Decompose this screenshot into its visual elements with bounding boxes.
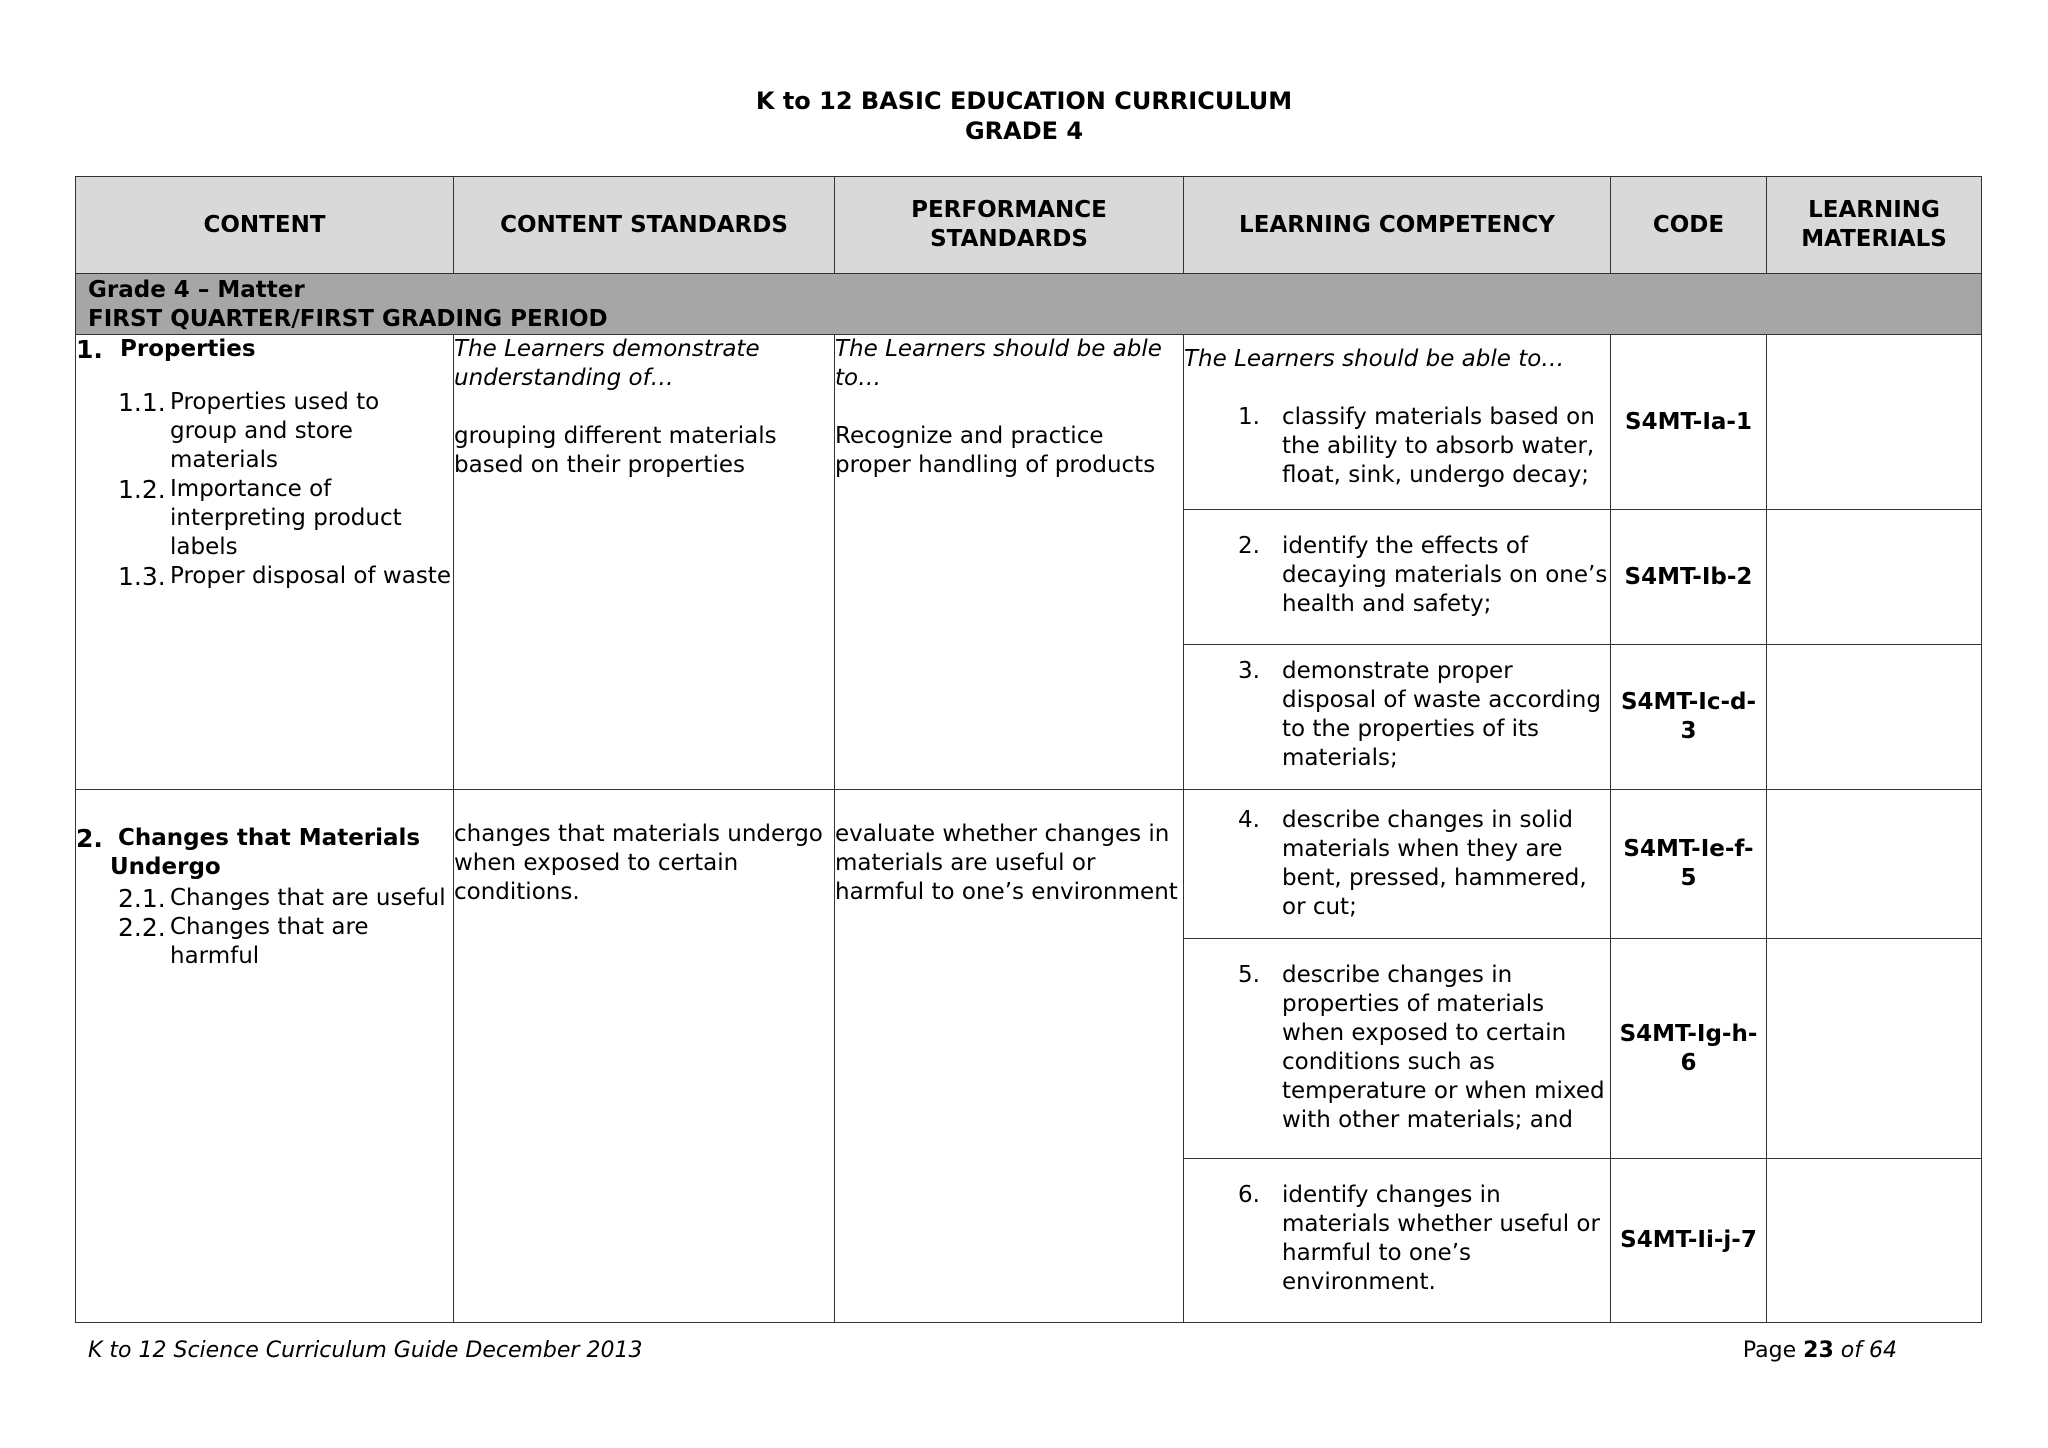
header-learning-materials: LEARNING MATERIALS bbox=[1767, 177, 1982, 274]
competency-cell bbox=[1184, 645, 1611, 790]
competency-item: 3. demonstrate proper disposal of waste according to the properties of its materials; bbox=[1238, 658, 1601, 771]
page-current: 23 bbox=[1803, 1338, 1834, 1363]
learning-materials-cell bbox=[1767, 939, 1982, 1159]
learning-materials-cell bbox=[1767, 335, 1982, 510]
content-standard-intro: The Learners demonstrate understanding of… bbox=[454, 336, 760, 391]
topic-2-label-line-2: Undergo bbox=[110, 854, 221, 880]
table-row bbox=[76, 790, 1982, 939]
header-content-standards: CONTENT STANDARDS bbox=[454, 177, 835, 274]
header-row bbox=[76, 177, 1982, 274]
learning-materials-cell bbox=[1767, 790, 1982, 939]
learning-materials-cell bbox=[1767, 510, 1982, 645]
code-cell: S4MT-Ig-h-6 bbox=[1611, 939, 1767, 1159]
title-line-1: K to 12 BASIC EDUCATION CURRICULUM bbox=[755, 87, 1293, 115]
topic-2-performance-standard-cell bbox=[835, 790, 1184, 1323]
competency-item: 1. classify materials based on the ability to absorb water, float, sink, undergo decay; bbox=[1238, 404, 1595, 488]
competency-intro: The Learners should be able to… bbox=[1184, 346, 1565, 372]
topic-2-title-cont bbox=[76, 853, 453, 882]
list-item: 1.2. Importance of interpreting product labels bbox=[118, 475, 402, 560]
topic-2-number: 2. bbox=[76, 824, 103, 853]
competency-item: 2. identify the effects of decaying materials on one’s health and safety; bbox=[1238, 533, 1608, 617]
competency-cell bbox=[1184, 790, 1611, 939]
code-cell: S4MT-Ib-2 bbox=[1611, 510, 1767, 645]
grade-label: Grade 4 – Matter bbox=[88, 277, 305, 303]
performance-standard-intro: The Learners should be able to… bbox=[835, 336, 1162, 391]
period-label: FIRST QUARTER/FIRST GRADING PERIOD bbox=[88, 306, 608, 332]
title-line-2: GRADE 4 bbox=[964, 117, 1084, 145]
competency-item: 5. describe changes in properties of materials when exposed to certain conditions such as temperature or when mixed with other materials; and bbox=[1238, 962, 1605, 1133]
code-cell: S4MT-Ie-f-5 bbox=[1611, 790, 1767, 939]
topic-2-title bbox=[76, 824, 453, 853]
page-label: Page bbox=[1742, 1338, 1797, 1363]
competency-cell bbox=[1184, 510, 1611, 645]
topic-1-number: 1. bbox=[76, 335, 103, 364]
grade-section-row bbox=[76, 274, 1982, 335]
competency-cell bbox=[1184, 335, 1611, 510]
competency-cell bbox=[1184, 1159, 1611, 1323]
competency-cell bbox=[1184, 939, 1611, 1159]
learning-materials-cell bbox=[1767, 1159, 1982, 1323]
header-code: CODE bbox=[1611, 177, 1767, 274]
footer-page-number bbox=[1743, 1338, 1897, 1363]
list-item: 1.3. Proper disposal of waste bbox=[118, 562, 451, 591]
performance-standard-text: Recognize and practice proper handling of products bbox=[835, 423, 1156, 478]
topic-1-performance-standard-cell bbox=[835, 335, 1184, 790]
content-standard-text: grouping different materials based on their properties bbox=[454, 423, 777, 478]
topic-2-label-line-1: Changes that Materials bbox=[118, 825, 421, 851]
topic-1-content-cell bbox=[76, 335, 454, 790]
curriculum-table bbox=[75, 176, 1982, 1323]
learning-materials-cell bbox=[1767, 645, 1982, 790]
list-item: 2.2. Changes that are harmful bbox=[118, 913, 369, 969]
header-learning-competency: LEARNING COMPETENCY bbox=[1184, 177, 1611, 274]
topic-2-content-standard-cell bbox=[454, 790, 835, 1323]
topic-2-content-cell bbox=[76, 790, 454, 1323]
list-item: 2.1. Changes that are useful bbox=[118, 884, 446, 913]
header-performance-standards: PERFORMANCE STANDARDS bbox=[835, 177, 1184, 274]
competency-item: 6. identify changes in materials whether useful or harmful to one’s environment. bbox=[1238, 1182, 1600, 1295]
topic-2-sublist bbox=[76, 884, 453, 971]
code-cell: S4MT-Ii-j-7 bbox=[1611, 1159, 1767, 1323]
topic-1-content-standard-cell bbox=[454, 335, 835, 790]
grade-section-cell bbox=[76, 274, 1982, 335]
competency-item: 4. describe changes in solid materials when they are bent, pressed, hammered, or cut; bbox=[1238, 807, 1587, 920]
content-standard-text: changes that materials undergo when exposed to certain conditions. bbox=[454, 821, 823, 905]
footer-guide-label: K to 12 Science Curriculum Guide December 2013 bbox=[88, 1338, 643, 1363]
table-row bbox=[76, 335, 1982, 510]
code-cell: S4MT-Ic-d-3 bbox=[1611, 645, 1767, 790]
page-total: of 64 bbox=[1840, 1338, 1897, 1363]
code-cell: S4MT-Ia-1 bbox=[1611, 335, 1767, 510]
performance-standard-text: evaluate whether changes in materials are useful or harmful to one’s environment bbox=[835, 821, 1178, 905]
topic-1-label: Properties bbox=[120, 336, 256, 362]
topic-1-title bbox=[76, 335, 453, 364]
header-content: CONTENT bbox=[76, 177, 454, 274]
topic-1-sublist bbox=[76, 388, 453, 591]
list-item: 1.1. Properties used to group and store materials bbox=[118, 388, 380, 473]
document-title bbox=[0, 86, 2048, 146]
